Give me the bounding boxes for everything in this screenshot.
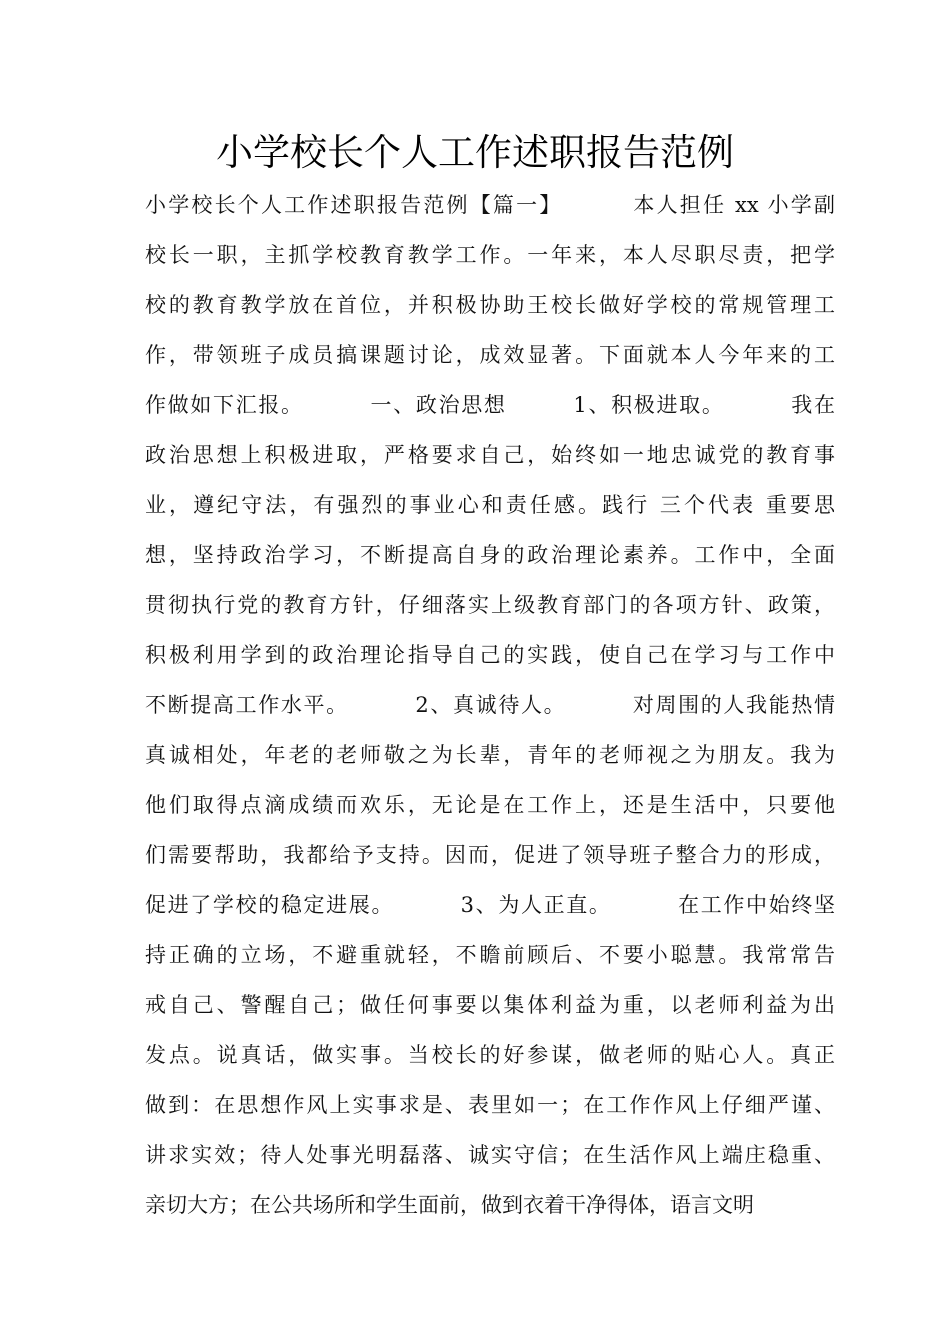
body-line: 做到：在思想作风上实事求是、表里如一；在工作作风上仔细严谨、 bbox=[145, 1093, 835, 1117]
body-line: 讲求实效；待人处事光明磊落、诚实守信；在生活作风上端庄稳重、 bbox=[145, 1143, 835, 1167]
body-line: 校长一职，主抓学校教育教学工作。一年来，本人尽职尽责，把学 bbox=[145, 243, 835, 267]
body-line: 想，坚持政治学习，不断提高自身的政治理论素养。工作中，全面 bbox=[145, 543, 835, 567]
body-line: 发点。说真话，做实事。当校长的好参谋，做老师的贴心人。真正 bbox=[145, 1043, 835, 1067]
body-line: 积极利用学到的政治理论指导自己的实践，使自己在学习与工作中 bbox=[145, 643, 835, 667]
body-line: 们需要帮助，我都给予支持。因而，促进了领导班子整合力的形成， bbox=[145, 843, 835, 867]
body-line: 校的教育教学放在首位，并积极协助王校长做好学校的常规管理工 bbox=[145, 293, 835, 317]
body-line: 戒自己、警醒自己；做任何事要以集体利益为重，以老师利益为出 bbox=[145, 993, 835, 1017]
body-line: 他们取得点滴成绩而欢乐，无论是在工作上，还是生活中，只要他 bbox=[145, 793, 835, 817]
document-body bbox=[145, 180, 835, 1230]
body-line: 亲切大方；在公共场所和学生面前，做到衣着干净得体，语言文明 bbox=[145, 1193, 754, 1217]
body-line: 真诚相处，年老的老师敬之为长辈，青年的老师视之为朋友。我为 bbox=[145, 743, 835, 767]
body-line: 促进了学校的稳定进展。 3、为人正直。 在工作中始终坚 bbox=[145, 893, 835, 917]
body-line: 业，遵纪守法，有强烈的事业心和责任感。践行 三个代表 重要思 bbox=[145, 493, 835, 517]
document-title: 小学校长个人工作述职报告范例 bbox=[216, 131, 734, 174]
body-line: 小学校长个人工作述职报告范例【篇一】 本人担任 xx 小学副 bbox=[145, 193, 835, 217]
body-line: 作做如下汇报。 一、政治思想 1、积极进取。 我在 bbox=[145, 393, 835, 417]
body-line: 不断提高工作水平。 2、真诚待人。 对周围的人我能热情 bbox=[145, 693, 835, 717]
body-line: 持正确的立场，不避重就轻，不瞻前顾后、不要小聪慧。我常常告 bbox=[145, 943, 835, 967]
body-line: 作，带领班子成员搞课题讨论，成效显著。下面就本人今年来的工 bbox=[145, 343, 835, 367]
body-line: 政治思想上积极进取，严格要求自己，始终如一地忠诚党的教育事 bbox=[145, 443, 835, 467]
body-line: 贯彻执行党的教育方针，仔细落实上级教育部门的各项方针、政策， bbox=[145, 593, 835, 617]
